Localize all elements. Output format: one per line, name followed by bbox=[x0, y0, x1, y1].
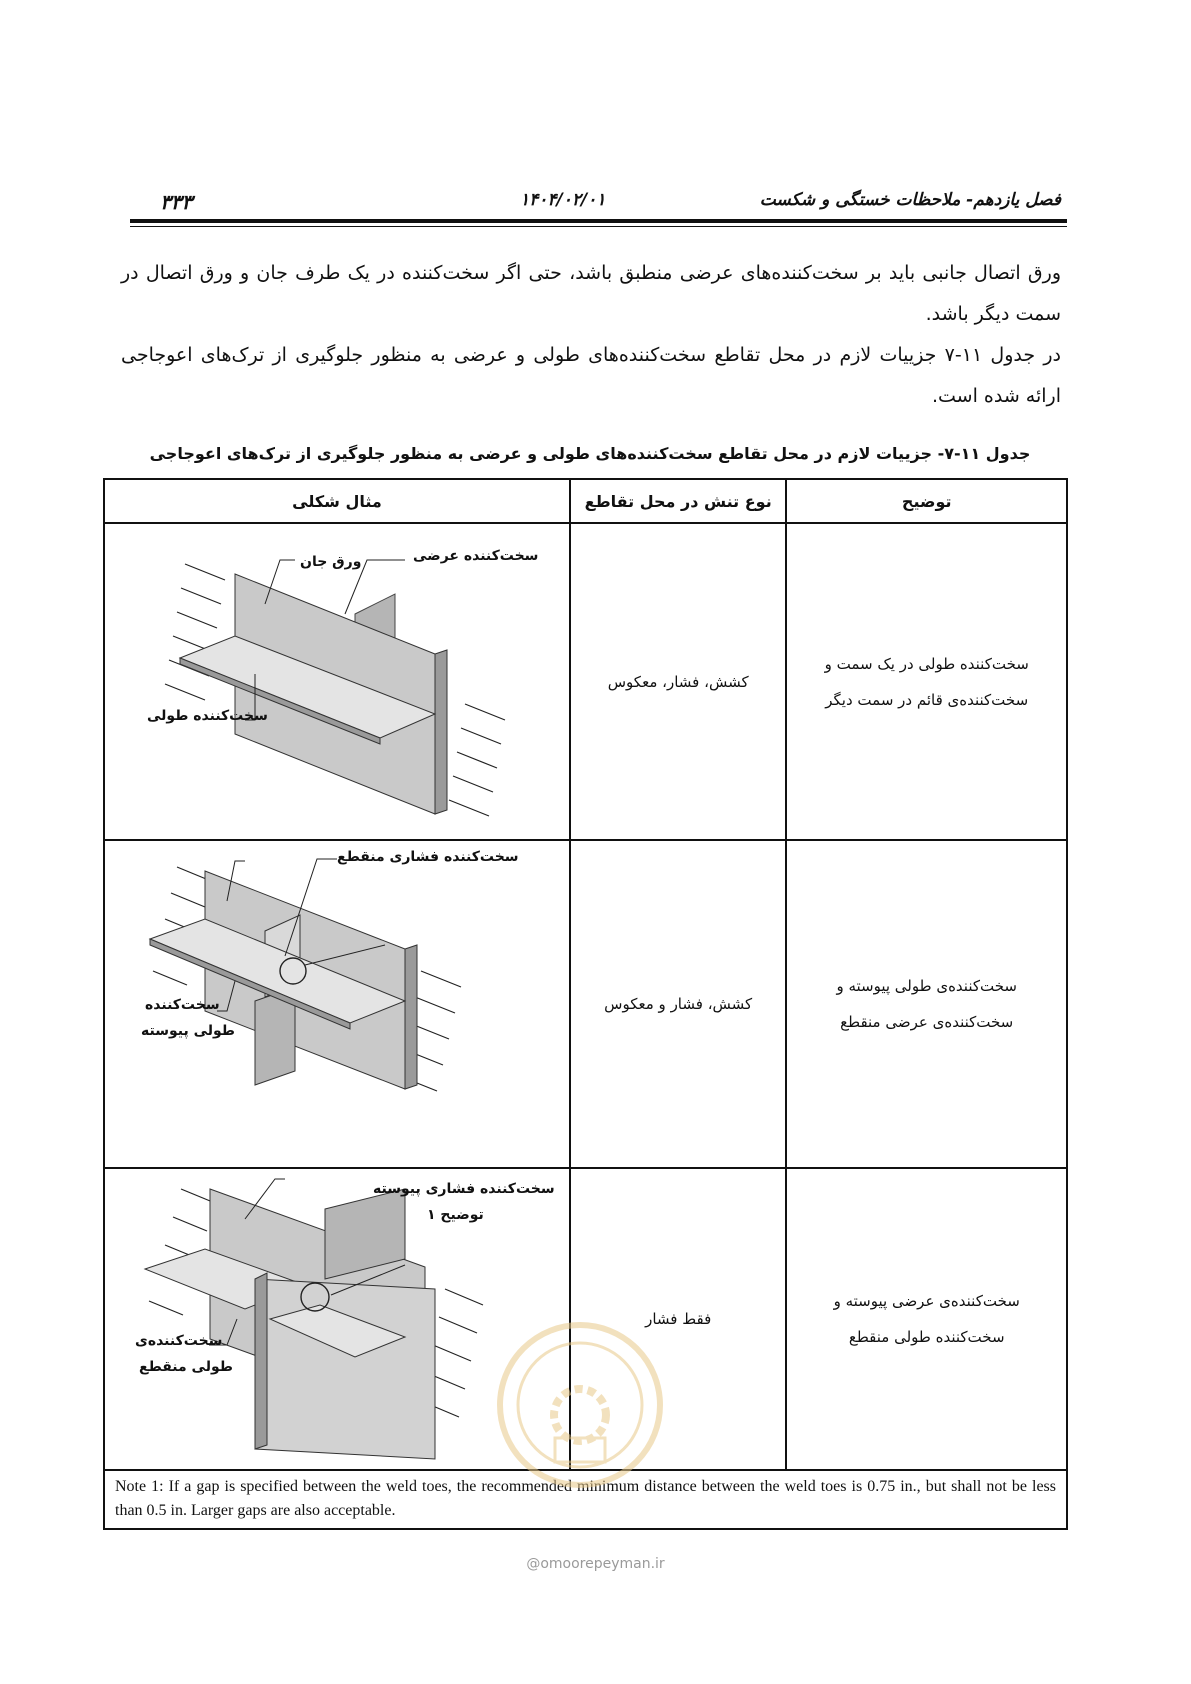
label-longitudinal-stiffener: سخت‌کننده طولی bbox=[147, 708, 268, 724]
label-continuous-line2: طولی پیوسته bbox=[141, 1023, 235, 1039]
table-caption: جدول ۱۱-۷- جزییات لازم در محل تقاطع سخت‌کننده‌های طولی و عرضی به منظور جلوگیری از ترک‌های اعوجاجی bbox=[149, 444, 1031, 463]
stress-cell-3: فقط فشار bbox=[570, 1168, 786, 1470]
header-example: مثال شکلی bbox=[104, 479, 570, 523]
figure-longitudinal-one-side bbox=[105, 524, 567, 835]
continuous-transverse-stiffener bbox=[255, 1279, 435, 1459]
header-rule-thin bbox=[130, 226, 1067, 227]
stress-cell-2: کشش، فشار و معکوس bbox=[570, 840, 786, 1168]
header-date: ۱۴۰۴/۰۲/۰۱ bbox=[520, 190, 606, 210]
description-cell-2: سخت‌کننده‌ی طولی پیوسته و سخت‌کننده‌ی عرضی منقطع bbox=[786, 840, 1067, 1168]
load-arrows-right bbox=[449, 704, 505, 816]
description-cell-1: سخت‌کننده طولی در یک سمت و سخت‌کننده‌ی قائم در سمت دیگر bbox=[786, 523, 1067, 840]
header-description: توضیح bbox=[786, 479, 1067, 523]
table-row bbox=[104, 840, 1067, 1168]
table-note: Note 1: If a gap is specified between the weld toes, the recommended minimum distance between the weld toes is 0.75 in., but shall not be less than 0.5 in. Larger gaps are also acceptable. bbox=[104, 1470, 1067, 1529]
stress-cell-1: کشش، فشار، معکوس bbox=[570, 523, 786, 840]
page-number: ۳۳۳ bbox=[160, 190, 193, 214]
chapter-title: فصل یازدهم- ملاحظات خستگی و شکست bbox=[759, 190, 1061, 210]
footer-website: @omoorepeyman.ir bbox=[526, 1556, 665, 1572]
label-discontinuous-line1: سخت‌کننده‌ی bbox=[135, 1333, 223, 1349]
publisher-watermark bbox=[495, 1320, 665, 1490]
label-continuous-compression-stiffener: سخت‌کننده فشاری پیوسته bbox=[373, 1181, 555, 1197]
table-header-row bbox=[104, 479, 1067, 523]
label-continuous-line1: سخت‌کننده bbox=[145, 997, 220, 1013]
label-transverse-stiffener: سخت‌کننده عرضی bbox=[413, 548, 539, 564]
paragraph-1: ورق اتصال جانبی باید بر سخت‌کننده‌های عرضی منطبق باشد، حتی اگر سخت‌کننده در یک طرف جان و ورق اتصال در سمت دیگر باشد. bbox=[121, 262, 1061, 325]
table-row bbox=[104, 523, 1067, 840]
header-stress: نوع تنش در محل تقاطع bbox=[570, 479, 786, 523]
load-arrows-left bbox=[165, 564, 225, 700]
figure-cell-1 bbox=[104, 523, 570, 840]
description-cell-3: سخت‌کننده‌ی عرضی پیوسته و سخت‌کننده طولی منقطع bbox=[786, 1168, 1067, 1470]
paragraph-2: در جدول ۱۱-۷ جزییات لازم در محل تقاطع سخت‌کننده‌های طولی و عرضی به منظور جلوگیری از ترک‌های اعوجاجی ارائه شده است. bbox=[121, 344, 1061, 407]
label-note-ref: توضیح ۱ bbox=[427, 1207, 484, 1223]
label-discontinuous-line2: طولی منقطع bbox=[139, 1359, 233, 1375]
figure-cell-2 bbox=[104, 840, 570, 1168]
header-rule bbox=[130, 219, 1067, 223]
label-discontinuous-compression-stiffener: سخت‌کننده فشاری منقطع bbox=[337, 849, 519, 865]
label-web-plate: ورق جان bbox=[300, 554, 362, 570]
